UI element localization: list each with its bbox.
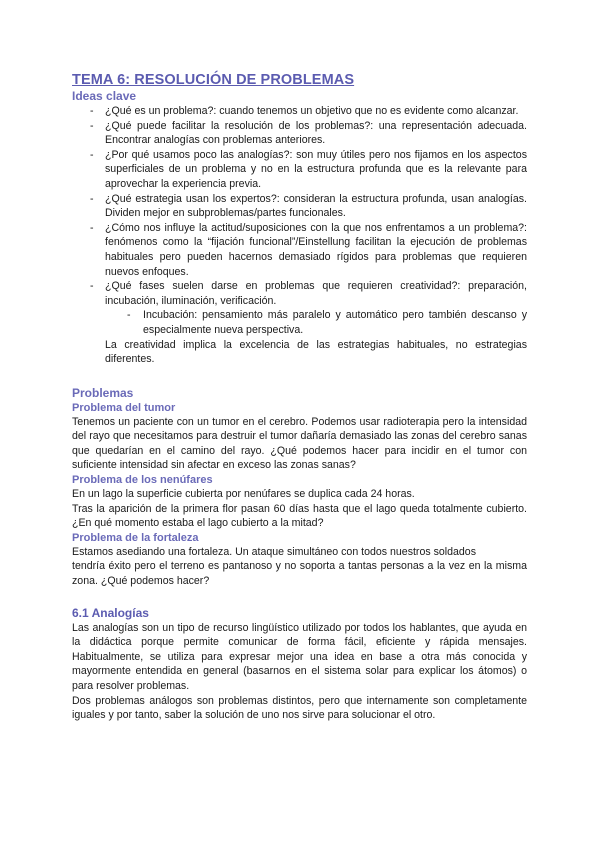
list-item: - ¿Qué puede facilitar la resolución de los problemas?: una representación adecuada. Encontrar analogías con problemas anteriores.: [72, 119, 527, 148]
list-item: - ¿Cómo nos influye la actitud/suposiciones con la que nos enfrentamos a un problema?: fenómenos como la “fijación funcional”/Einstellung facilitan la ejecución de problemas habituales pero pueden hacernos demasiado rígidos para problemas que requieren nuevos enfoques.: [72, 221, 527, 279]
tumor-heading: Problema del tumor: [72, 401, 176, 414]
list-item: - ¿Qué fases suelen darse en problemas que requieren creatividad?: preparación, incubación, iluminación, verificación.: [72, 279, 527, 308]
problemas-heading: Problemas: [72, 385, 134, 400]
ideas-clave-list: [72, 104, 527, 308]
analogias-paragraph-1: Las analogías son un tipo de recurso lingüístico utilizado por todos los hablantes, que ayuda en la didáctica porque permite comunicar de forma fácil, eficiente y rápida mensajes. Habitualmente, se utiliza para expresar mejor una idea en base a otra más conocida y mayormente entendida en general (basarnos en el sistema solar para explicar los átomos) o para resolver problemas.: [72, 621, 527, 692]
page-title: TEMA 6: RESOLUCIÓN DE PROBLEMAS: [72, 72, 355, 88]
fortaleza-text-2: tendría éxito pero el terreno es pantanoso y no soporta a tantas personas a la vez en la misma zona. ¿Qué podemos hacer?: [72, 560, 527, 588]
sub-list-item: - Incubación: pensamiento más paralelo y automático pero también descanso y especialmente nueva perspectiva.: [72, 308, 527, 337]
nenufares-heading: Problema de los nenúfares: [72, 474, 213, 487]
fortaleza-text-1: Estamos asediando una fortaleza. Un ataque simultáneo con todos nuestros soldados: [72, 545, 476, 558]
tumor-text: Tenemos un paciente con un tumor en el cerebro. Podemos usar radioterapia pero la intensidad del rayo que necesitamos para destruir el tumor dañaría demasiado las zonas del cerebro sanas que quedarían en el camino del rayo. ¿Qué podemos hacer para incidir en el tumor con suficiente intensidad sin afectar en exceso las zonas sanas?: [72, 415, 527, 472]
list-item: - ¿Por qué usamos poco las analogías?: son muy útiles pero nos fijamos en los aspectos superficiales de un problema y no en la estructura profunda que es la relevante para aprovechar la experiencia previa.: [72, 148, 527, 192]
analogias-paragraph-2: Dos problemas análogos son problemas distintos, pero que internamente son completamente iguales y por tanto, saber la solución de uno nos sirve para solucionar el otro.: [72, 694, 527, 722]
analogias-heading: 6.1 Analogías: [72, 605, 149, 620]
ideas-clave-heading: Ideas clave: [72, 89, 137, 103]
list-item: - ¿Qué estrategia usan los expertos?: consideran la estructura profunda, usan analogías. Dividen mejor en subproblemas/partes funcionales.: [72, 192, 527, 221]
nenufares-text-1: En un lago la superficie cubierta por nenúfares se duplica cada 24 horas.: [72, 488, 415, 501]
nenufares-text-2: Tras la aparición de la primera flor pasan 60 días hasta que el lago queda totalmente cubierto. ¿En qué momento estaba el lago cubierto a la mitad?: [72, 502, 527, 530]
fortaleza-heading: Problema de la fortaleza: [72, 531, 199, 544]
list-item: - ¿Qué es un problema?: cuando tenemos un objetivo que no es evidente como alcanzar.: [72, 104, 527, 119]
ideas-clave-sublist: [72, 308, 527, 337]
creatividad-note: La creatividad implica la excelencia de las estrategias habituales, no estrategias diferentes.: [105, 338, 527, 366]
document-page: [72, 72, 527, 723]
